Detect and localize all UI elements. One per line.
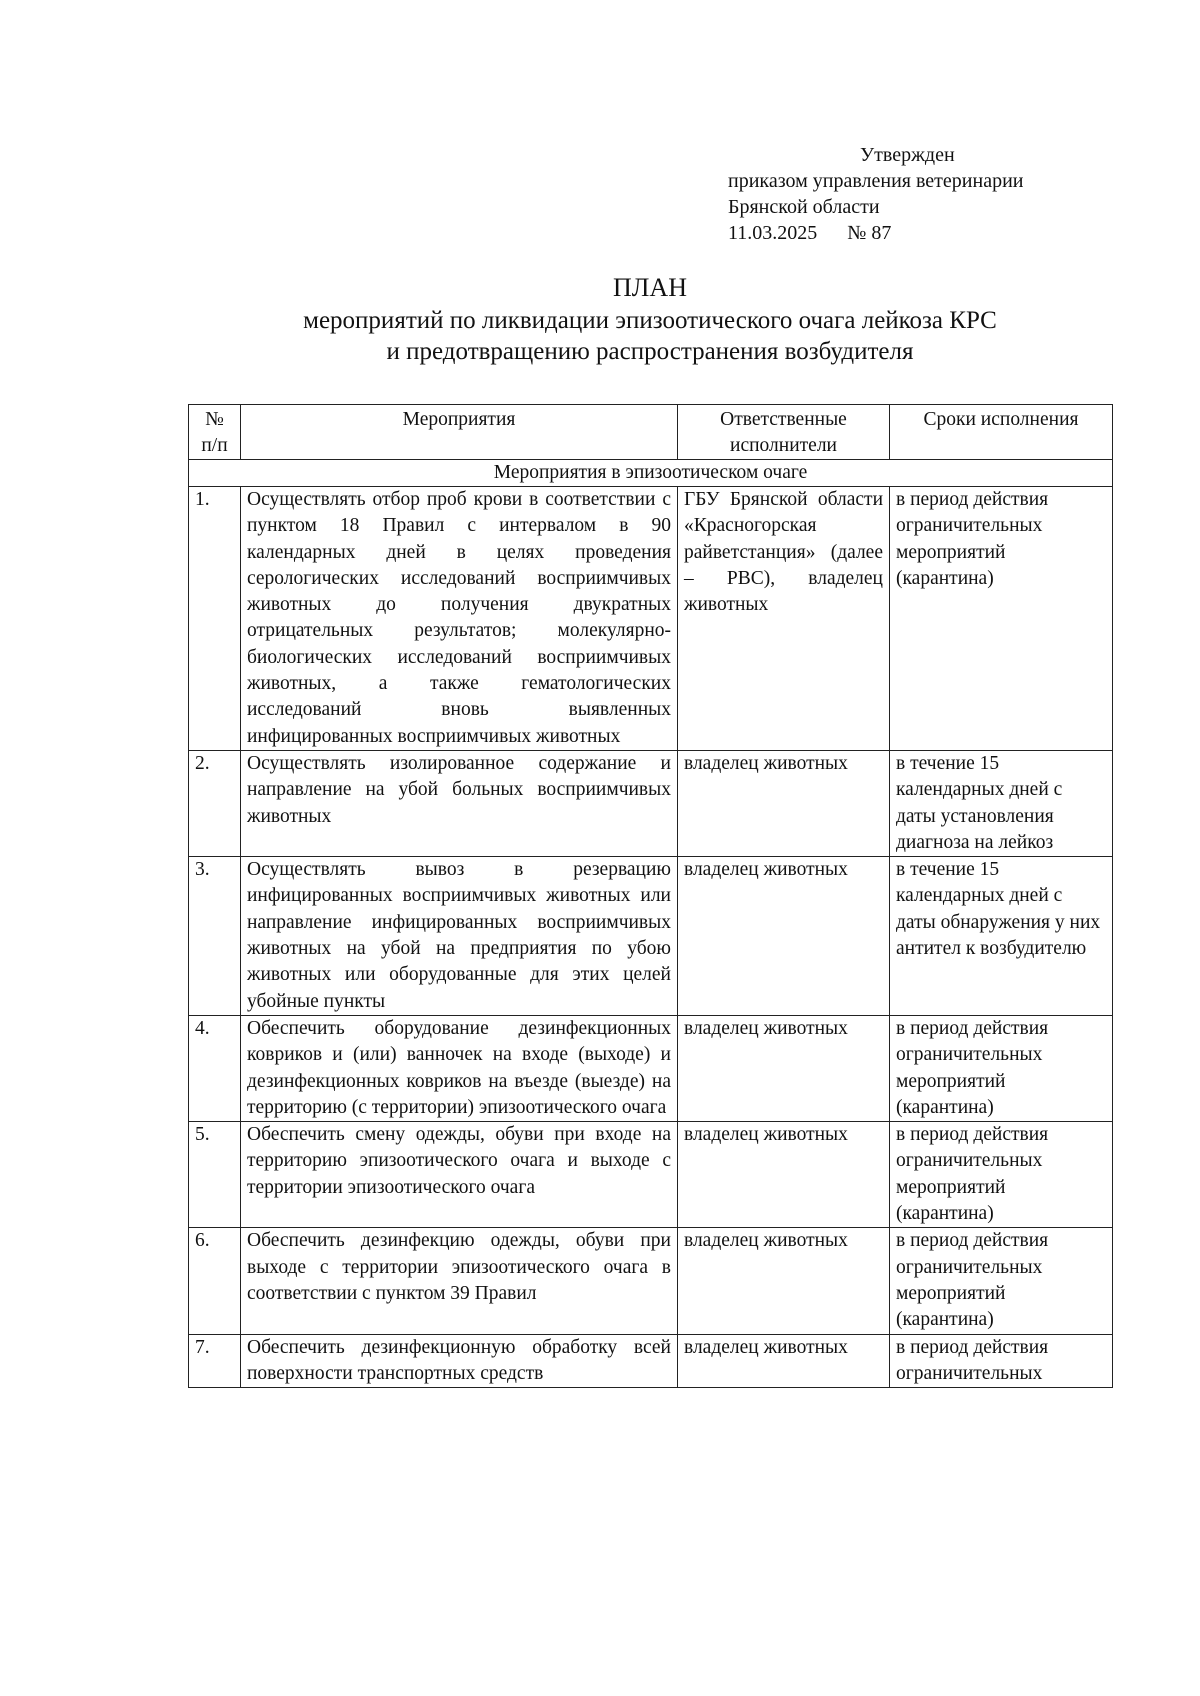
- row-task: Осуществлять изолированное содержание и направление на убой больных восприимчивых животных: [241, 750, 678, 856]
- row-task: Осуществлять вывоз в резервацию инфицированных восприимчивых животных или направление инфицированных восприимчивых животных на убой на предприятия по убою животных или оборудованные для этих целей убойные пункты: [241, 857, 678, 1016]
- row-who: ГБУ Брянской области «Красногорская райветстанция» (далее – РВС), владелец животных: [678, 487, 890, 751]
- row-who: владелец животных: [678, 1015, 890, 1121]
- document-subtitle-1: мероприятий по ликвидации эпизоотического очага лейкоза КРС: [303, 307, 997, 334]
- row-when: в течение 15 календарных дней с даты обнаружения у них антител к возбудителю: [890, 857, 1113, 1016]
- header-num-line-1: №: [205, 409, 224, 430]
- approval-date-line: [728, 220, 1148, 246]
- row-task: Обеспечить смену одежды, обуви при входе на территорию эпизоотического очага и выходе с территории эпизоотического очага: [241, 1122, 678, 1228]
- approval-line-1: приказом управления ветеринарии: [728, 170, 1024, 192]
- row-num: 1.: [189, 487, 241, 751]
- row-task: Обеспечить дезинфекцию одежды, обуви при выходе с территории эпизоотического очага в соответствии с пунктом 39 Правил: [241, 1228, 678, 1334]
- row-task: Обеспечить дезинфекционную обработку всей поверхности транспортных средств: [241, 1334, 678, 1388]
- approval-title: Утвержден: [860, 144, 955, 166]
- table-row: [189, 1122, 1113, 1228]
- header-num: [189, 405, 241, 460]
- header-who: Ответственные исполнители: [678, 405, 890, 460]
- row-who: владелец животных: [678, 1122, 890, 1228]
- table-row: [189, 750, 1113, 856]
- row-who: владелец животных: [678, 750, 890, 856]
- row-num: 5.: [189, 1122, 241, 1228]
- document-subtitle-2: и предотвращению распространения возбудителя: [386, 338, 914, 365]
- row-num: 6.: [189, 1228, 241, 1334]
- header-when: Сроки исполнения: [890, 405, 1113, 460]
- row-task: Осуществлять отбор проб крови в соответствии с пунктом 18 Правил с интервалом в 90 календарных дней в целях проведения серологических исследований восприимчивых животных до получения двукратных отрицательных результатов; молекулярно-биологических исследований восприимчивых животных, а также гематологических исследований вновь выявленных инфицированных восприимчивых животных: [241, 487, 678, 751]
- row-when: в период действия ограничительных мероприятий (карантина): [890, 1228, 1113, 1334]
- table-row: [189, 1015, 1113, 1121]
- table-header-row: [189, 405, 1113, 460]
- row-when: в период действия ограничительных мероприятий (карантина): [890, 487, 1113, 751]
- row-task: Обеспечить оборудование дезинфекционных ковриков и (или) ванночек на входе (выходе) и дезинфекционных ковриков на въезде (выезде) на территорию (с территории) эпизоотического очага: [241, 1015, 678, 1121]
- plan-table: [188, 404, 1113, 1388]
- row-num: 2.: [189, 750, 241, 856]
- row-when: в период действия ограничительных мероприятий (карантина): [890, 1122, 1113, 1228]
- section-title: Мероприятия в эпизоотическом очаге: [189, 460, 1113, 487]
- row-when: в течение 15 календарных дней с даты установления диагноза на лейкоз: [890, 750, 1113, 856]
- document-title: ПЛАН: [613, 273, 687, 302]
- row-num: 7.: [189, 1334, 241, 1388]
- document-heading: [180, 272, 1120, 367]
- row-who: владелец животных: [678, 1334, 890, 1388]
- table-row: [189, 857, 1113, 1016]
- table-row: [189, 1228, 1113, 1334]
- row-who: владелец животных: [678, 1228, 890, 1334]
- header-task: Мероприятия: [241, 405, 678, 460]
- table-row: [189, 487, 1113, 751]
- approval-block: [728, 142, 1148, 246]
- approval-number: № 87: [847, 222, 892, 244]
- row-num: 4.: [189, 1015, 241, 1121]
- approval-date: 11.03.2025: [728, 222, 818, 244]
- row-when: в период действия ограничительных мероприятий (карантина): [890, 1015, 1113, 1121]
- row-who: владелец животных: [678, 857, 890, 1016]
- row-num: 3.: [189, 857, 241, 1016]
- header-num-line-2: п/п: [201, 435, 228, 456]
- table-row: [189, 1334, 1113, 1388]
- section-row: [189, 460, 1113, 487]
- row-when: в период действия ограничительных: [890, 1334, 1113, 1388]
- approval-line-2: Брянской области: [728, 196, 880, 218]
